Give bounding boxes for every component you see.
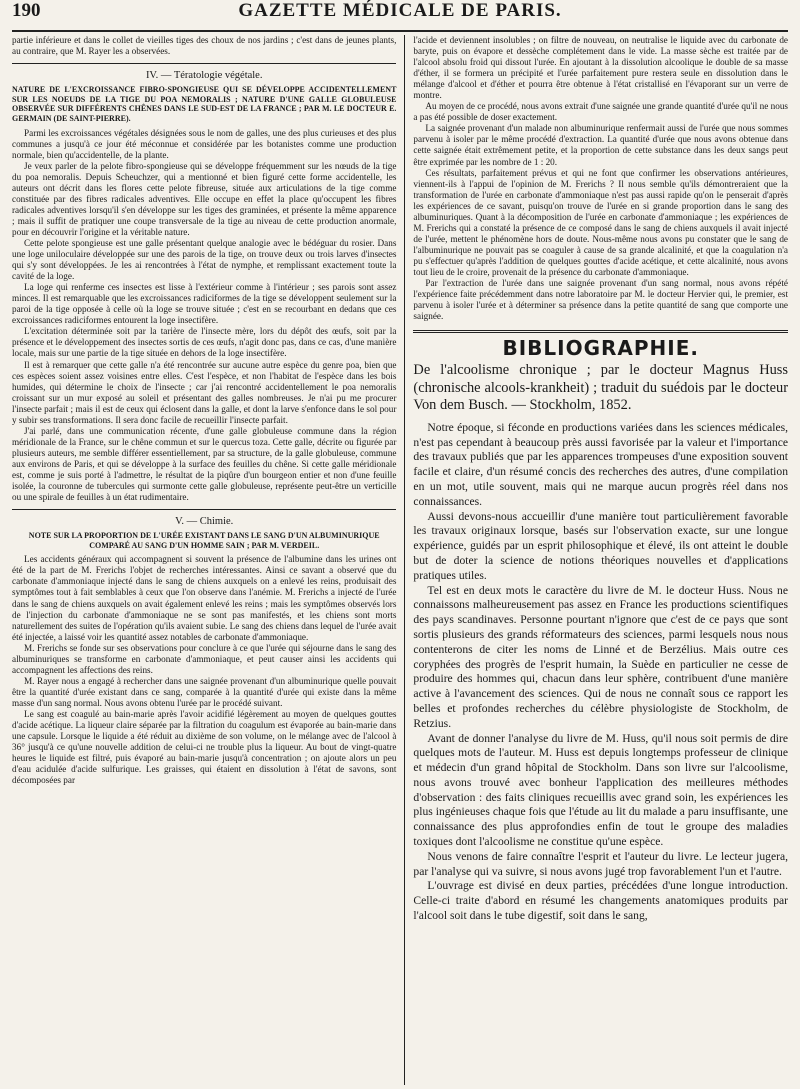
review-paragraph: Notre époque, si féconde en productions variées dans les sciences médicales, n'est pas cependant à beaucoup près aussi favorisée par la valeur et l'importance des travaux publiés que par les apparences trompeuses d'une exposition souvent facile et claire, d'un résumé concis des recherches des autres, d'une compilation en un mot, utile souvent, mais qui ne marque aucun progrès réel dans nos connaissances.: [413, 420, 788, 508]
page-number: 190: [12, 0, 41, 21]
review-paragraph: L'ouvrage est divisé en deux parties, précédées d'une longue introduction. Celle-ci traite d'abord en résumé les changements anatomiques produits par l'alcool soit dans le tube digestif, soit dans le sang,: [413, 879, 788, 923]
section-heading-chimie: V. — Chimie.: [175, 516, 234, 528]
book-title-huss: De l'alcoolisme chronique ; par le docteur Magnus Huss (chronische alcools-krankheit) ; traduit du suédois par le docteur Von dem Busch. — Stockholm, 1852.: [413, 362, 788, 414]
article-paragraph: La loge qui renferme ces insectes est lisse à l'extérieur comme à l'intérieur ; ses parois sont assez minces. Il est remarquable que les excroissances radiciformes de la tige se développent seulement sur la paroi de la tige opposée à celle où la loge se trouve située ; c'est en se recourbant en dedans que ces excroissances radiciformes entourent la loge insectifère.: [12, 282, 397, 326]
left-column: [12, 35, 405, 1085]
article-title-verdeil: NOTE SUR LA PROPORTION DE L'URÉE EXISTANT DANS LE SANG D'UN ALBUMINURIQUE COMPARÉ AU SANG D'UN HOMME SAIN ; PAR M. VERDEIL.: [28, 531, 380, 550]
bibliography-divider: [413, 330, 788, 333]
article-paragraph: La saignée provenant d'un malade non albuminurique renfermait aussi de l'urée que nous sommes parvenu à isoler par le même procédé d'extraction. La quantité d'urée que nous avons obtenue dans cette saignée était extrêmement petite, et la proportion de cette substance dans les deux sangs peut être exprimée par les nombre de 1 : 20.: [413, 123, 788, 167]
article-paragraph: Il est à remarquer que cette galle n'a été rencontrée sur aucune autre espèce du genre poa, bien que ces espèces soient assez voisines entre elles. C'est l'espèce, et non l'habitat de l'espèce dans les bois humides, qui détermine le choix de l'insecte ; car j'ai rencontré accidentellement le poa nemoralis croissant sur un mur exposé au soleil et présentant des galles nombreuses. Je n'ai pu me procurer l'insecte parfait ; mais il est de ceux qui éclosent dans la galle, et dont la larve s'enfonce dans le sol pour y subir ses transformations. Il sera donc facile de recueillir l'insecte parfait.: [12, 359, 397, 425]
article-paragraph: M. Rayer nous a engagé à rechercher dans une saignée provenant d'un albuminurique quelle pouvait être la quantité d'urée existant dans ce sang, comparée à la quantité d'urée qui existe dans la même masse d'un sang normal. Nous avons obtenu l'urée par le procédé suivant.: [12, 675, 397, 708]
article-paragraph: L'excitation déterminée soit par la tarière de l'insecte mère, lors du dépôt des œufs, soit par la présence et le développement des insectes sortis de ces œufs, n'agit donc pas, dans ce cas, d'une manière locale, mais sur une partie de la tige située en dehors de la loge insectifère.: [12, 326, 397, 359]
article-paragraph: Ces résultats, parfaitement prévus et qui ne font que confirmer les observations antérieures, viennent-ils à l'appui de l'opinion de M. Frerichs ? Il nous semble qu'ils démontreraient que la transformation de l'urée en carbonate d'ammoniaque n'est pas aussi rapide qu'on le penserait d'après les expériences de ce savant, puisqu'on trouve de l'urée en si grande proportion dans le sang des albuminuriques. Quant à la décomposition de l'urée en carbonate d'ammoniaque ; les expériences de M. Frerichs qui a constaté la présence de ce composé dans le sang de chiens auxquels il avait injecté de l'urée, mettent le phénomène hors de doute. Nous-même nous avons pu constater que le sang de l'albuminurique ne pouvait pas se coaguler à cause de sa grande alcalinité, et que la coagulation n'a pu s'effectuer qu'après l'addition de quelques gouttes d'acide acétique, et cette alcalinité, nous avons tout lieu de le croire, provenait de la présence du carbonate d'ammoniaque.: [413, 167, 788, 277]
article-paragraph: Au moyen de ce procédé, nous avons extrait d'une saignée une grande quantité d'urée qu'il ne nous a pas été possible de doser exactement.: [413, 101, 788, 123]
article-paragraph: Parmi les excroissances végétales désignées sous le nom de galles, une des plus curieuses et des plus communes a jusqu'à ce jour été méconnue et considérée par les botanistes comme une production normale, bien qu'accidentelle, de la plante.: [12, 127, 397, 160]
article-paragraph: Je veux parler de la pelote fibro-spongieuse qui se développe fréquemment sur les nœuds de la tige du poa nemoralis. Depuis Scheuchzer, qui a mentionné et bien figuré cette forme accidentelle, les auteurs ont décrit dans les flores cette pelote fibreuse, située aux articulations de la tige comme constituée par des fibres radicales adventives. Elle occupe en effet la place qu'occupent les fibres radicales adventives lorsqu'il s'en développe sur les tiges des graminées, et présente la même apparence ; mais il suffit de pratiquer une coupe transversale de la tige au niveau de cette production anormale, pour en découvrir l'origine et la véritable nature.: [12, 160, 397, 237]
two-column-body: [12, 35, 788, 1085]
article-paragraph: J'ai parlé, dans une communication récente, d'une galle globuleuse commune dans la région méridionale de la France, sur le chêne commun et sur le quercus toza. Cette galle, décrite ou figurée par plusieurs auteurs, me semble différer essentiellement, par sa structure, de la galle globuleuse, commune aux environs de Paris, et qui se développe à la surface des feuilles du chêne. Si cette galle méridionale est, comme je suis porté à l'admettre, le résultat de la piqûre d'un bourgeon entier et non d'une feuille isolée, la couronne de tubercules qui surmonte cette galle globuleuse, représente peut-être un verticille ou une spirale de feuilles à un état rudimentaire.: [12, 425, 397, 503]
review-paragraph: Avant de donner l'analyse du livre de M. Huss, qu'il nous soit permis de dire quelques mots de l'auteur. M. Huss est depuis longtemps professeur de clinique et médecin d'un grand hôpital de Stockholm. Dans son livre sur l'alcoolisme, nous avons trouvé avec bonheur l'application des meilleures méthodes d'observation : des faits cliniques recueillis avec grand soin, les expériences les plus ingénieuses chaque fois que l'étude au lit du malade a paru insuffisante, une connaissance des plus approfondies enfin de tout le groupe des maladies toxiques dont l'alcoolisme ne constitue qu'une espèce.: [413, 731, 788, 849]
article-paragraph: Par l'extraction de l'urée dans une saignée provenant d'un sang normal, nous avons répété l'expérience faite précédemment dans notre laboratoire par M. le docteur Hervier qui, le premier, est parvenu à isoler l'urée et à déterminer sa présence dans la petite quantité de sang que comporte une saignée.: [413, 278, 788, 322]
article-paragraph: Cette pelote spongieuse est une galle présentant quelque analogie avec le bédéguar du rosier. Dans une loge uniloculaire développée sur une des parois de la tige, on trouve deux ou trois larves d'insectes qui s'y sont développées. Je les ai rencontrées à l'état de nymphe, et remplissant exactement toute la cavité de la loge.: [12, 237, 397, 282]
article-paragraph: Les accidents généraux qui accompagnent si souvent la présence de l'albumine dans les urines ont été de la part de M. Frerichs l'objet de recherches intéressantes. Ainsi ce savant a observé que du carbonate d'ammoniaque injecté dans le sang de chiens auxquels on a enlevé les reins, produisait des symptômes tout à fait semblables à ceux que l'on observe dans l'anémie. M. Frerichs a injecté de l'urée dans le sang de chiens auxquels on avait également enlevé les reins ; mais les symptômes observés lors de l'injection du carbonate d'ammoniaque ne se sont pas manifestés, et les chiens sont morts naturellement des suites de l'opération qu'ils avaient subie. Le sang des chiens dans lequel de l'urée avait été injectée, a laissé voir les quantité assez notables de carbonate d'ammoniaque.: [12, 554, 397, 642]
article-paragraph: Le sang est coagulé au bain-marie après l'avoir acidifié légèrement au moyen de quelques gouttes d'acide acétique. La liqueur claire séparée par la filtration du coagulum est évaporée au bain-marie dans une capsule. Lorsque le liquide a été réduit au dixième de son volume, on le mélange avec de l'alcool à 36° jusqu'à ce qu'une nouvelle addition de celui-ci ne trouble plus la liqueur. Au bout de vingt-quatre heures le liquide est filtré, puis évaporé au bain-marie jusqu'à concentration ; on ajoute alors un peu d'eau acidulée d'acide sulfurique. Les graisses, qui étaient en dissolution à l'état de savons, sont décomposées par: [12, 709, 397, 786]
right-column: [405, 35, 788, 1085]
intro-paragraph: partie inférieure et dans le collet de vieilles tiges des choux de nos jardins ; c'est dans de jeunes plants, au contraire, que M. Rayer les a observées.: [12, 35, 397, 57]
page-header: [12, 0, 788, 32]
review-paragraph: Tel est en deux mots le caractère du livre de M. le docteur Huss. Nous ne connaissons malheureusement pas assez en France les productions scientifiques des pays scandinaves. Personne pourtant n'ignore que c'est de ce pays que sont sortis plusieurs des grands réformateurs des sciences, parmi lesquels nous nous contenterons de citer les noms de Linné et de Berzélius. Mais outre ces coryphées des progrès de l'esprit humain, la Suède en particulier ne cesse de produire des hommes qui, chacun dans leur sphère, contribuent d'une manière active à l'avancement des sciences. Qui de nous ne connaît sous ce rapport les belles et profondes recherches du célèbre physiologiste de Stockholm, de Retzius.: [413, 583, 788, 730]
review-paragraph: Nous venons de faire connaître l'esprit et l'auteur du livre. Le lecteur jugera, par l'analyse qui va suivre, si nous avons jugé trop favorablement l'un et l'autre.: [413, 849, 788, 878]
section-heading-teratologie: IV. — Tératologie végétale.: [145, 70, 263, 82]
section-divider: [12, 509, 396, 510]
review-paragraph: Aussi devons-nous accueillir d'une manière tout particulièrement favorable les travaux originaux lorsque, basés sur l'observation exacte, sur une longue expérience, guidés par un esprit philosophique et élevé, ils ont atteint le double but de doter la science de notions théoriques nouvelles et d'applications pratiques utiles.: [413, 509, 788, 582]
running-title: GAZETTE MÉDICALE DE PARIS.: [238, 0, 562, 21]
article-paragraph: M. Frerichs se fonde sur ses observations pour conclure à ce que l'urée qui séjourne dans le sang des albuminuriques se transforme en carbonate d'ammoniaque, et peut causer ainsi les accidents qui accompagnent les affections des reins.: [12, 642, 397, 675]
section-divider: [12, 63, 396, 64]
bibliography-heading: BIBLIOGRAPHIE.: [502, 336, 699, 361]
article-title-germain: NATURE DE L'EXCROISSANCE FIBRO-SPONGIEUSE QUI SE DÉVELOPPE ACCIDENTELLEMENT SUR LES NOEUDS DE LA TIGE DU POA NEMORALIS ; NATURE D'UNE GALLE GLOBULEUSE OBSERVÉE SUR DIFFÉRENTS CHÊNES DANS LE SUD-EST DE LA FRANCE ; PAR M. LE DOCTEUR E. GERMAIN (DE SAINT-PIERRE).: [12, 85, 397, 123]
bibliography-body: [413, 421, 788, 924]
article-paragraph: l'acide et deviennent insolubles ; on filtre de nouveau, on neutralise le liquide avec du carbonate de baryte, puis on évapore et dessèche complétement dans le vide. La masse sèche est traitée par de l'alcool absolu froid qui dissout l'urée. En ajoutant à la dissolution alcoolique le double de sa masse d'éther, il se formera un précipité et l'urée parfaitement pure restera seule en dissolution dans le mélange d'alcool et d'éther et pourra être obtenue à l'état cristallisé en l'évaporant sur un verre de montre.: [413, 35, 788, 101]
